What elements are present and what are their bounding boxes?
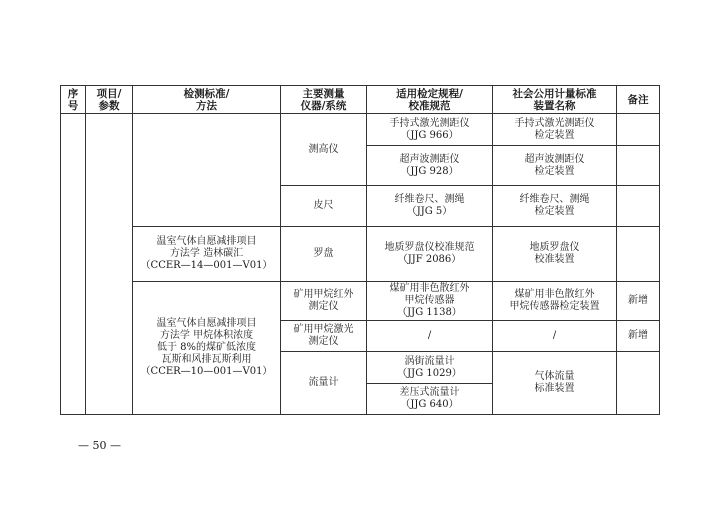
cell-remark: 新增 [617,282,660,321]
cell-spec: / [367,321,493,352]
page-number: — 50 — [78,439,121,452]
cell-instrument: 流量计 [281,352,367,415]
cell-spec: 差压式流量计 （JJG 640） [367,384,493,415]
cell-device: / [493,321,617,352]
cell-instrument: 矿用甲烷激光 测定仪 [281,321,367,352]
cell-device: 超声波测距仪 检定装置 [493,146,617,186]
cell-remark: 新增 [617,321,660,352]
header-device: 社会公用计量标准 装置名称 [493,86,617,114]
cell-spec: 超声波测距仪 （JJG 928） [367,146,493,186]
cell-device: 手持式激光测距仪 检定装置 [493,114,617,146]
cell-spec: 煤矿用非色散红外 甲烷传感器 （JJG 1138） [367,282,493,321]
cell-spec: 手持式激光测距仪 （JJG 966） [367,114,493,146]
cell-instrument: 罗盘 [281,227,367,282]
header-instrument: 主要测量 仪器/系统 [281,86,367,114]
cell-instrument: 皮尺 [281,186,367,227]
cell-spec: 纤维卷尺、测绳 （JJG 5） [367,186,493,227]
cell-device: 纤维卷尺、测绳 检定装置 [493,186,617,227]
cell-spec: 涡街流量计 （JJG 1029） [367,352,493,384]
table-row [61,282,660,321]
cell-remark [617,146,660,186]
table-row [61,227,660,282]
cell-spec: 地质罗盘仪校准规范 （JJF 2086） [367,227,493,282]
cell-standard-empty [133,114,281,227]
cell-device: 地质罗盘仪 校准装置 [493,227,617,282]
cell-device: 气体流量 标准装置 [493,352,617,415]
cell-standard: 温室气体自愿减排项目 方法学 造林碳汇 （CCER—14—001—V01） [133,227,281,282]
header-item: 项目/ 参数 [86,86,133,114]
standards-table [60,85,660,415]
cell-standard: 温室气体自愿减排项目 方法学 甲烷体积浓度 低于 8%的煤矿低浓度 瓦斯和风排瓦斯利用 （CCER—10—001—V01） [133,282,281,415]
cell-instrument: 测高仪 [281,114,367,186]
cell-remark [617,114,660,146]
cell-instrument: 矿用甲烷红外 测定仪 [281,282,367,321]
cell-remark [617,227,660,282]
cell-remark [617,352,660,415]
cell-remark [617,186,660,227]
cell-item [86,114,133,415]
header-seq: 序 号 [61,86,86,114]
header-remark: 备注 [617,86,660,114]
header-standard: 检测标准/ 方法 [133,86,281,114]
cell-device: 煤矿用非色散红外 甲烷传感器检定装置 [493,282,617,321]
cell-seq [61,114,86,415]
table-header-row [61,86,660,114]
header-spec: 适用检定规程/ 校准规范 [367,86,493,114]
table-row [61,114,660,146]
